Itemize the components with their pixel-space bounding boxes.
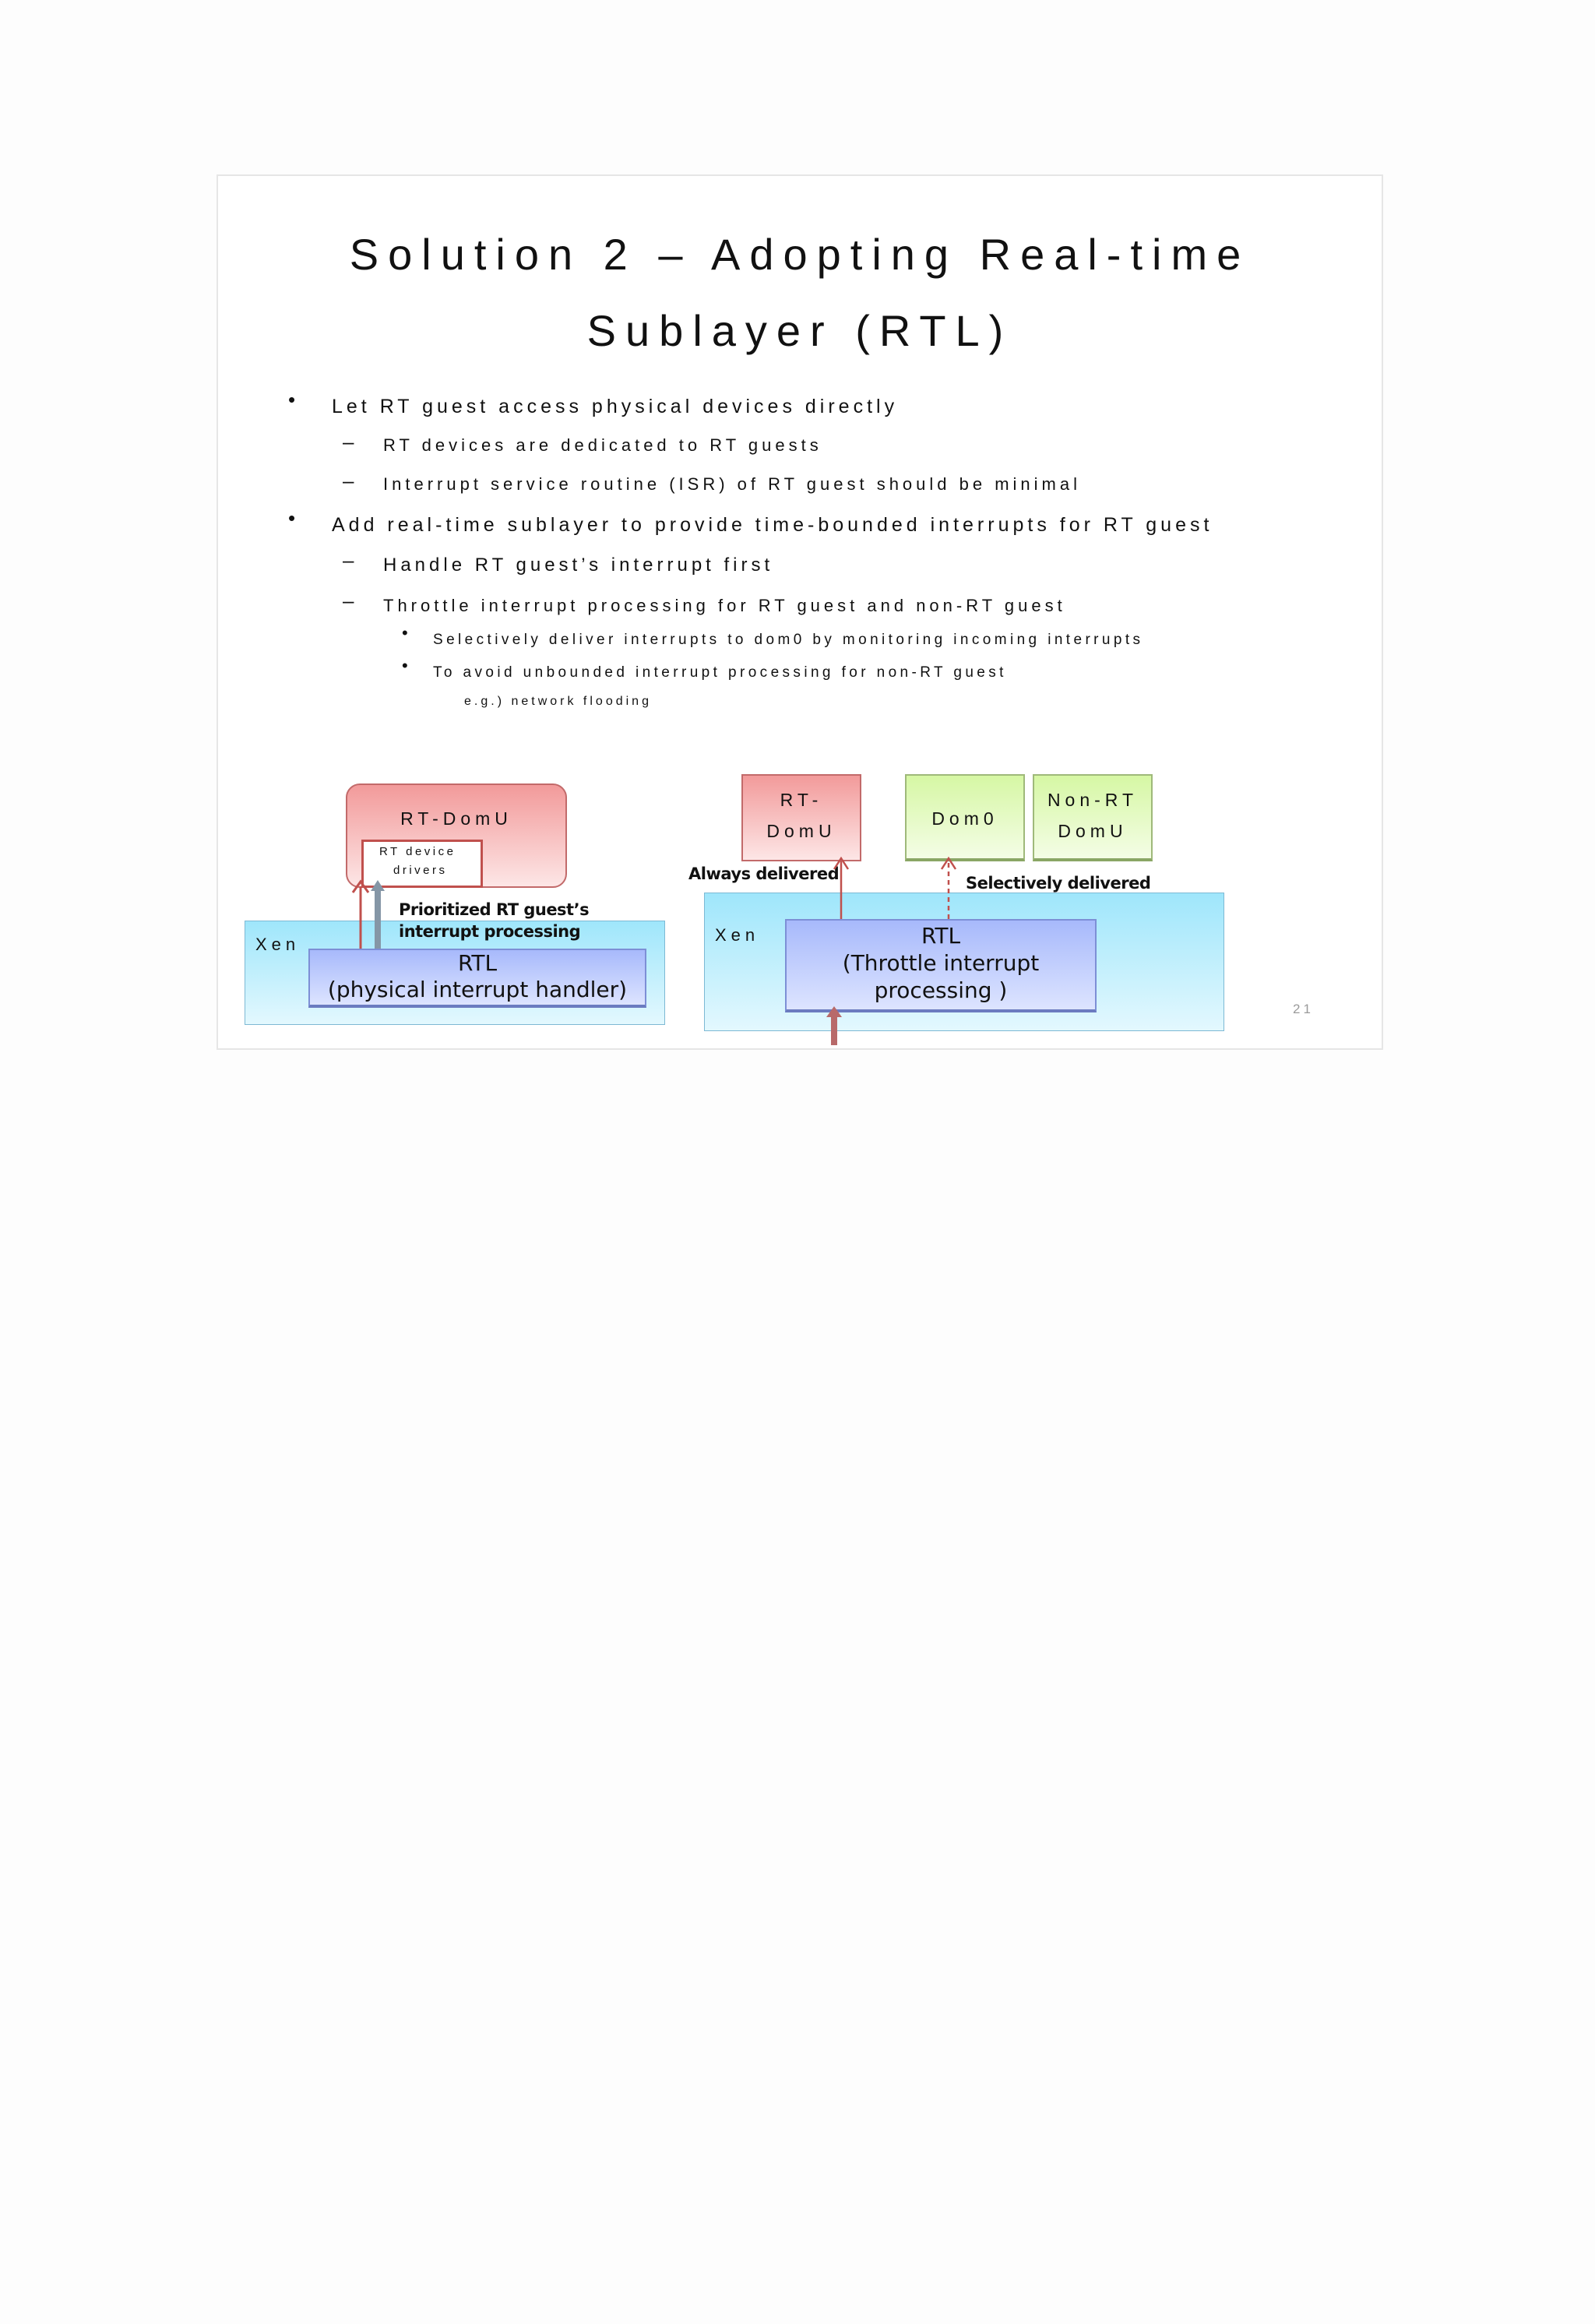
non-rt-domu-line1: Non-RT [1047,790,1139,810]
left-xen-label: Xen [255,935,301,954]
slide [217,174,1383,1050]
bullet-1-sub-2: Interrupt service routine (ISR) of RT guest should be minimal [383,474,1082,494]
left-rtl-subtitle: (physical interrupt handler) [327,977,628,1002]
incoming-interrupt-arrowhead [826,1006,842,1017]
dash-marker: – [343,469,354,492]
right-rt-domu-line2: DomU [766,821,836,841]
slide-title-line1: Solution 2 – Adopting Real-time [349,230,1251,279]
slide-title-line2: Sublayer (RTL) [586,306,1013,355]
bullet-marker: • [402,623,408,643]
rt-device-drivers-line2: drivers [393,864,448,877]
prioritized-annotation-line2: interrupt processing [399,922,581,941]
dash-marker: – [343,430,354,453]
right-rt-domu-line1: RT- [780,790,823,810]
dash-marker: – [343,548,354,572]
bullet-marker: • [288,506,296,530]
incoming-interrupt-arrow-shaft [831,1014,837,1045]
right-rtl-title: RTL [921,923,961,949]
left-rt-domu-label: RT-DomU [400,808,512,829]
bullet-2-example: e.g.) network flooding [464,695,652,708]
right-xen-label: Xen [715,925,760,945]
dash-marker: – [343,589,354,612]
bullet-1-text: Let RT guest access physical devices directly [332,396,899,417]
right-rtl-subtitle-2: processing ) [874,977,1008,1003]
bullet-2-subsub-2: To avoid unbounded interrupt processing for non-RT guest [433,664,1007,681]
non-rt-domu-line2: DomU [1058,821,1128,841]
page-number: 21 [1293,1002,1314,1016]
prioritized-annotation-line1: Prioritized RT guest’s [399,900,590,919]
bullet-2-sub-2: Throttle interrupt processing for RT guest and non-RT guest [383,596,1066,615]
right-rtl-subtitle-1: (Throttle interrupt [842,950,1040,976]
dom0-label: Dom0 [931,808,998,829]
bullet-marker: • [288,388,296,411]
bullet-2-sub-1: Handle RT guest’s interrupt first [383,555,774,576]
bullet-2-text: Add real-time sublayer to provide time-bounded interrupts for RT guest [332,514,1213,536]
always-delivered-label: Always delivered [688,864,840,883]
selectively-delivered-label: Selectively delivered [966,874,1151,893]
left-rtl-title: RTL [457,950,498,976]
rt-device-drivers-line1: RT device [379,845,456,858]
bullet-marker: • [402,656,408,675]
bullet-2-subsub-1: Selectively deliver interrupts to dom0 by monitoring incoming interrupts [433,632,1144,648]
bullet-1-sub-1: RT devices are dedicated to RT guests [383,435,822,455]
right-arrows [218,176,1382,1048]
